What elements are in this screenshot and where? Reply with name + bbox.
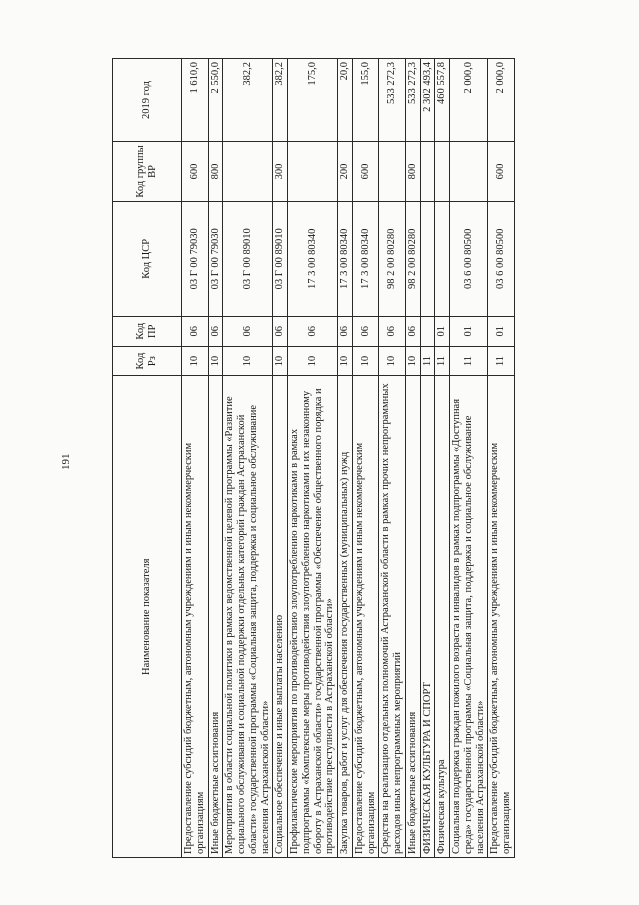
row-pr: 06 — [288, 316, 338, 346]
row-csr: 17 3 00 80340 — [338, 201, 353, 316]
row-csr: 03 6 00 80500 — [488, 201, 515, 316]
table-row — [420, 59, 435, 858]
row-pr: 01 — [435, 316, 450, 346]
row-rz: 11 — [488, 346, 515, 376]
row-csr — [420, 201, 435, 316]
row-pr: 06 — [352, 316, 379, 346]
table-row — [182, 59, 209, 858]
row-vr: 600 — [488, 142, 515, 202]
row-rz: 10 — [405, 346, 420, 376]
row-pr: 06 — [182, 316, 209, 346]
row-pr: 01 — [450, 316, 488, 346]
row-rz: 11 — [420, 346, 435, 376]
row-value: 2 000,0 — [488, 59, 515, 142]
table-row — [352, 59, 379, 858]
row-pr: 06 — [273, 316, 288, 346]
table-row — [450, 59, 488, 858]
table-header-row — [113, 59, 182, 858]
row-csr: 17 3 00 80340 — [288, 201, 338, 316]
row-csr: 03 Г 00 79030 — [208, 201, 223, 316]
row-vr — [450, 142, 488, 202]
header-csr: Код ЦСР — [113, 201, 182, 316]
table-row — [405, 59, 420, 858]
row-csr: 03 6 00 80500 — [450, 201, 488, 316]
row-value: 533 272,3 — [379, 59, 406, 142]
row-vr: 200 — [338, 142, 353, 202]
row-value: 2 302 493,4 — [420, 59, 435, 142]
row-vr: 800 — [405, 142, 420, 202]
row-pr — [420, 316, 435, 346]
row-value: 533 272,3 — [405, 59, 420, 142]
row-value: 20,0 — [338, 59, 353, 142]
row-name: Мероприятия в области социальной политики в рамках ведомственной целевой программы «Развитие социального обслуживания и социальной поддержки отдельных категорий граждан Астраханской области» государственной программы «Социальная защита, поддержка и социальное обслуживание населения Астраханской области» — [223, 376, 273, 858]
header-vr: Код группы ВР — [113, 142, 182, 202]
row-csr: 03 Г 00 89010 — [223, 201, 273, 316]
row-pr: 06 — [405, 316, 420, 346]
table-row — [223, 59, 273, 858]
row-value: 382,2 — [273, 59, 288, 142]
row-rz: 10 — [208, 346, 223, 376]
table-row — [273, 59, 288, 858]
row-vr — [223, 142, 273, 202]
row-value: 2 000,0 — [450, 59, 488, 142]
page-number: 191 — [60, 453, 72, 470]
table-row — [338, 59, 353, 858]
row-name: ФИЗИЧЕСКАЯ КУЛЬТУРА И СПОРТ — [420, 376, 435, 858]
row-name: Иные бюджетные ассигнования — [208, 376, 223, 858]
row-vr: 600 — [182, 142, 209, 202]
row-rz: 10 — [288, 346, 338, 376]
row-vr — [288, 142, 338, 202]
row-csr: 98 2 00 80280 — [405, 201, 420, 316]
row-name: Закупка товаров, работ и услуг для обеспечения государственных (муниципальных) нужд — [338, 376, 353, 858]
row-name: Иные бюджетные ассигнования — [405, 376, 420, 858]
header-name: Наименование показателя — [113, 376, 182, 858]
row-value: 155,0 — [352, 59, 379, 142]
row-vr: 800 — [208, 142, 223, 202]
row-value: 1 610,0 — [182, 59, 209, 142]
row-vr — [379, 142, 406, 202]
row-pr: 06 — [223, 316, 273, 346]
row-pr: 06 — [338, 316, 353, 346]
row-name: Предоставление субсидий бюджетным, автономным учреждениям и иным некоммерческим организациям — [352, 376, 379, 858]
row-vr — [420, 142, 435, 202]
header-pr: Код ПР — [113, 316, 182, 346]
row-name: Физическая культура — [435, 376, 450, 858]
row-rz: 10 — [352, 346, 379, 376]
row-pr: 06 — [379, 316, 406, 346]
row-csr — [435, 201, 450, 316]
row-rz: 10 — [182, 346, 209, 376]
row-name: Социальная поддержка граждан пожилого возраста и инвалидов в рамках подпрограммы «Доступная среда» государственной программы «Социальная защита, поддержка и социальное обслуживание населения Астраханской области» — [450, 376, 488, 858]
row-rz: 10 — [273, 346, 288, 376]
row-rz: 10 — [223, 346, 273, 376]
row-rz: 11 — [450, 346, 488, 376]
row-value: 2 550,0 — [208, 59, 223, 142]
table-row — [208, 59, 223, 858]
row-csr: 03 Г 00 79030 — [182, 201, 209, 316]
row-name: Средства на реализацию отдельных полномочий Астраханской области в рамках прочих непрограммных расходов иных непрограммных мероприятий — [379, 376, 406, 858]
header-rz: Код Рз — [113, 346, 182, 376]
row-value: 460 557,8 — [435, 59, 450, 142]
row-name: Предоставление субсидий бюджетным, автономным учреждениям и иным некоммерческим организациям — [488, 376, 515, 858]
table-row — [435, 59, 450, 858]
budget-table — [112, 58, 515, 858]
row-vr — [435, 142, 450, 202]
table-row — [288, 59, 338, 858]
row-csr: 03 Г 00 89010 — [273, 201, 288, 316]
row-rz: 11 — [435, 346, 450, 376]
header-year: 2019 год — [113, 59, 182, 142]
row-value: 175,0 — [288, 59, 338, 142]
row-rz: 10 — [379, 346, 406, 376]
row-csr: 98 2 00 80280 — [379, 201, 406, 316]
row-name: Профилактические мероприятия по противодействию злоупотреблению наркотиками в рамках подпрограммы «Комплексные меры противодействия злоупотреблению наркотиками и их незаконному обороту в Астраханской области» государственной программы «Обеспечение общественного порядка и противодействие преступности в Астраханской области» — [288, 376, 338, 858]
table-row — [379, 59, 406, 858]
row-vr: 600 — [352, 142, 379, 202]
row-vr: 300 — [273, 142, 288, 202]
row-pr: 01 — [488, 316, 515, 346]
row-value: 382,2 — [223, 59, 273, 142]
row-rz: 10 — [338, 346, 353, 376]
row-name: Социальное обеспечение и иные выплаты населению — [273, 376, 288, 858]
row-csr: 17 3 00 80340 — [352, 201, 379, 316]
table-row — [488, 59, 515, 858]
row-name: Предоставление субсидий бюджетным, автономным учреждениям и иным некоммерческим организациям — [182, 376, 209, 858]
row-pr: 06 — [208, 316, 223, 346]
rotated-table-container — [112, 58, 532, 858]
